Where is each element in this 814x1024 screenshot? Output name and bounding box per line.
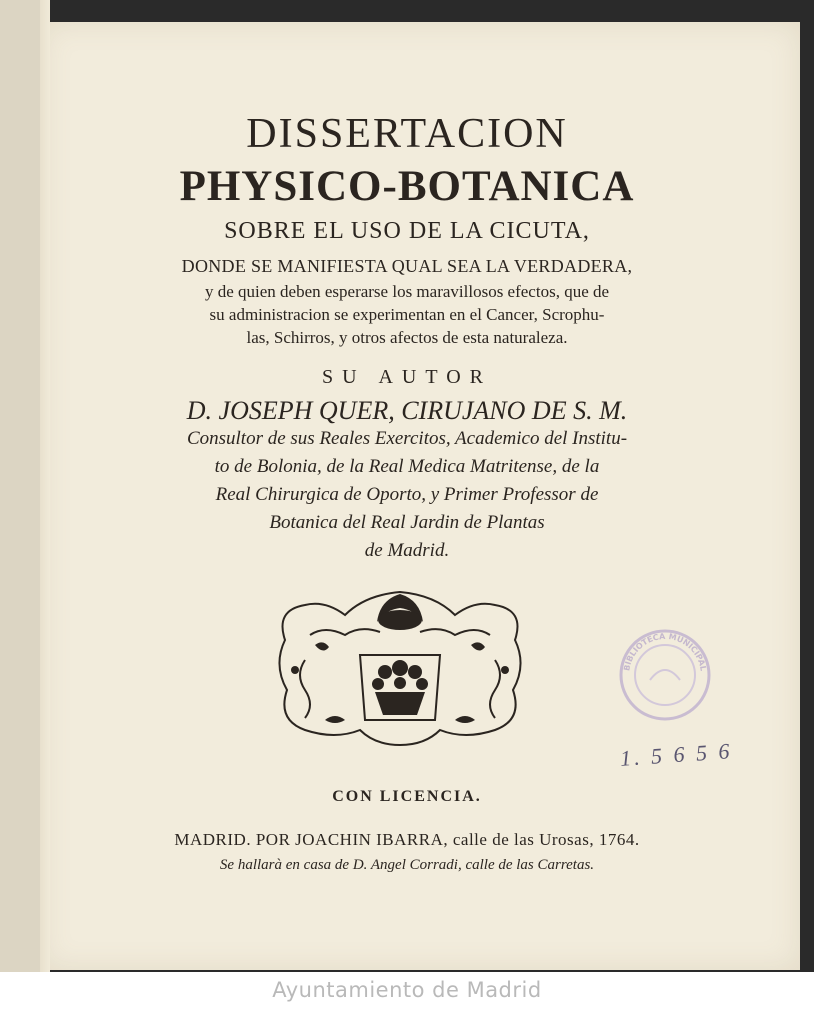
body-line-1: y de quien deben esperarse los maravillosos efectos, que de xyxy=(204,282,610,301)
author-credentials-line-4: Botanica del Real Jardin de Plantas xyxy=(269,512,545,533)
printer-ornament xyxy=(265,580,535,750)
library-stamp xyxy=(615,625,715,725)
author-credentials-line-1: Consultor de sus Reales Exercitos, Academico del Institu- xyxy=(186,428,628,449)
subtitle-line-1: SOBRE EL USO DE LA CICUTA, xyxy=(224,218,590,244)
subtitle-line-2: DONDE SE MANIFIESTA QUAL SEA LA VERDADERA, xyxy=(181,256,633,276)
title-line-2: PHYSICO-BOTANICA xyxy=(179,163,635,210)
author-credentials-line-5: de Madrid. xyxy=(364,540,450,561)
title-line-1: DISSERTACION xyxy=(246,111,568,157)
imprint-line-1: MADRID. POR JOACHIN IBARRA, calle de las Urosas, 1764. xyxy=(174,830,640,849)
stamp-label: BIBLIOTECA MUNICIPAL xyxy=(622,631,708,672)
body-line-3: las, Schirros, y otros afectos de esta naturaleza. xyxy=(246,328,568,347)
author-name: D. JOSEPH QUER, CIRUJANO DE S. M. xyxy=(186,396,628,425)
body-line-2: su administracion se experimentan en el Cancer, Scrophu- xyxy=(209,305,605,324)
licence-line: CON LICENCIA. xyxy=(332,788,482,805)
imprint-line-2: Se hallarà en casa de D. Angel Corradi, calle de las Carretas. xyxy=(219,857,595,873)
handwritten-shelfmark: 1. 5 6 5 6 xyxy=(619,738,734,771)
watermark-text: Ayuntamiento de Madrid xyxy=(272,978,542,1002)
author-credentials-line-3: Real Chirurgica de Oporto, y Primer Professor de xyxy=(215,484,599,505)
author-credentials-line-2: to de Bolonia, de la Real Medica Matritense, de la xyxy=(214,456,600,477)
svg-text:BIBLIOTECA MUNICIPAL xyxy=(622,632,708,672)
author-heading: SU AUTOR xyxy=(322,366,492,388)
